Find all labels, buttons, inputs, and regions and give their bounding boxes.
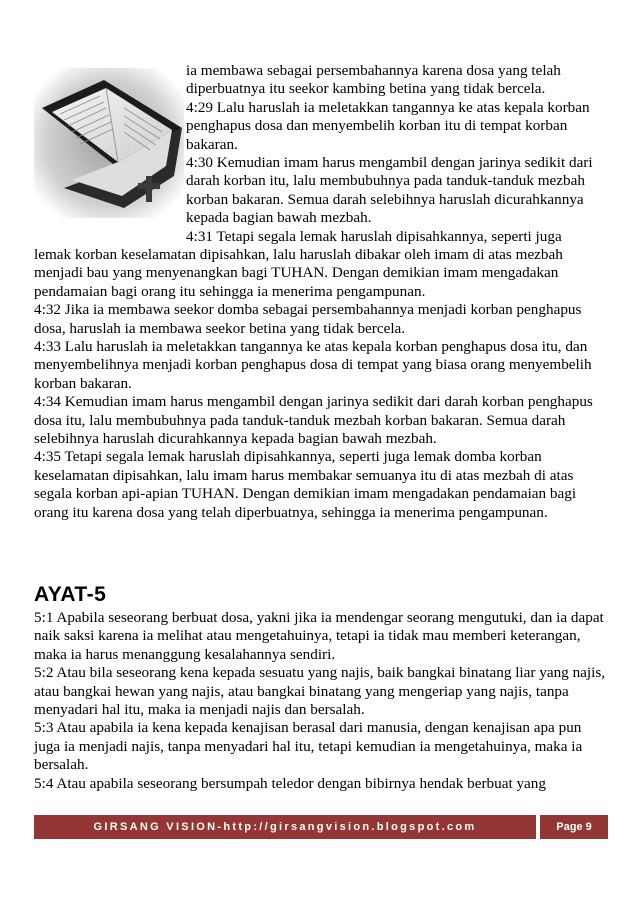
paragraph: 4:32 Jika ia membawa seekor domba sebagai persembahannya menjadi korban penghapus dosa, haruslah ia membawa seekor betina yang tidak bercela. bbox=[34, 301, 582, 337]
paragraph: 4:31 Tetapi segala lemak haruslah dipisahkannya, seperti juga bbox=[186, 227, 562, 245]
paragraph: lemak korban keselamatan dipisahkan, lalu haruslah dibakar oleh imam di atas mezbah menjadi bau yang menyenangkan bagi TUHAN. Dengan demikian imam mengadakan pendamaian bagi orang itu sehingga ia menerima pengampunan. bbox=[34, 246, 563, 300]
paragraph: ia membawa sebagai persembahannya karena dosa yang telah diperbuatnya itu seekor kambing betina yang tidak bercela. bbox=[186, 62, 561, 98]
open-bible-photo bbox=[34, 68, 184, 218]
page-footer bbox=[34, 815, 608, 839]
ayat5-text-block bbox=[34, 609, 608, 793]
paragraph: 4:30 Kemudian imam harus mengambil dengan jarinya sedikit dari darah korban itu, lalu membubuhnya pada tanduk-tanduk mezbah korban bakaran. Semua darah selebihnya haruslah dicurahkannya kepada bagian bawah mezbah. bbox=[186, 154, 593, 227]
page-number: Page 9 bbox=[540, 815, 608, 839]
paragraph: 4:29 Lalu haruslah ia meletakkan tangannya ke atas kepala korban penghapus dosa dan menyembelih korban itu di tempat korban bakaran. bbox=[186, 98, 590, 153]
indented-text-block bbox=[186, 62, 606, 246]
paragraph: 4:33 Lalu haruslah ia meletakkan tangannya ke atas kepala korban penghapus dosa itu, dan menyembelihnya menjadi korban penghapus dosa di tempat yang biasa orang menyembelih korban bakaran. bbox=[34, 338, 592, 392]
footer-site-text: GIRSANG VISION-http://girsangvision.blogspot.com bbox=[34, 815, 536, 839]
paragraph: 5:1 Apabila seseorang berbuat dosa, yakni jika ia mendengar seorang mengutuki, dan ia dapat naik saksi karena ia melihat atau mengetahuinya, tetapi ia tidak mau memberi keterangan, maka ia harus menanggung kesalahannya sendiri. bbox=[34, 609, 604, 663]
paragraph: 5:4 Atau apabila seseorang bersumpah teledor dengan bibirnya hendak berbuat yang bbox=[34, 774, 546, 792]
full-width-text-block bbox=[34, 246, 608, 522]
paragraph: 5:2 Atau bila seseorang kena kepada sesuatu yang najis, baik bangkai binatang liar yang najis, atau bangkai hewan yang najis, atau bangkai binatang yang mengeriap yang najis, tanpa menyadari hal itu, maka ia menjadi najis dan bersalah. bbox=[34, 664, 606, 719]
section-heading: AYAT-5 bbox=[34, 583, 107, 606]
paragraph: 4:34 Kemudian imam harus mengambil dengan jarinya sedikit dari darah korban penghapus dosa itu, lalu membubuhnya pada tanduk-tanduk mezbah korban bakaran. Semua darah selebihnya haruslah dicurahkannya kepada bagian bawah mezbah. bbox=[34, 393, 593, 448]
paragraph: 5:3 Atau apabila ia kena kepada kenajisan berasal dari manusia, dengan kenajisan apa pun juga ia menjadi najis, tanpa menyadari hal itu, tetapi kemudian ia mengetahuinya, maka ia bersalah. bbox=[34, 719, 583, 774]
paragraph: 4:35 Tetapi segala lemak haruslah dipisahkannya, seperti juga lemak domba korban keselamatan dipisahkan, lalu imam harus membakar semuanya itu di atas mezbah di atas segala korban api-apian TUHAN. Dengan demikian imam mengadakan pendamaian bagi orang itu karena dosa yang telah diperbuatnya, sehingga ia menerima pengampunan. bbox=[34, 448, 577, 521]
